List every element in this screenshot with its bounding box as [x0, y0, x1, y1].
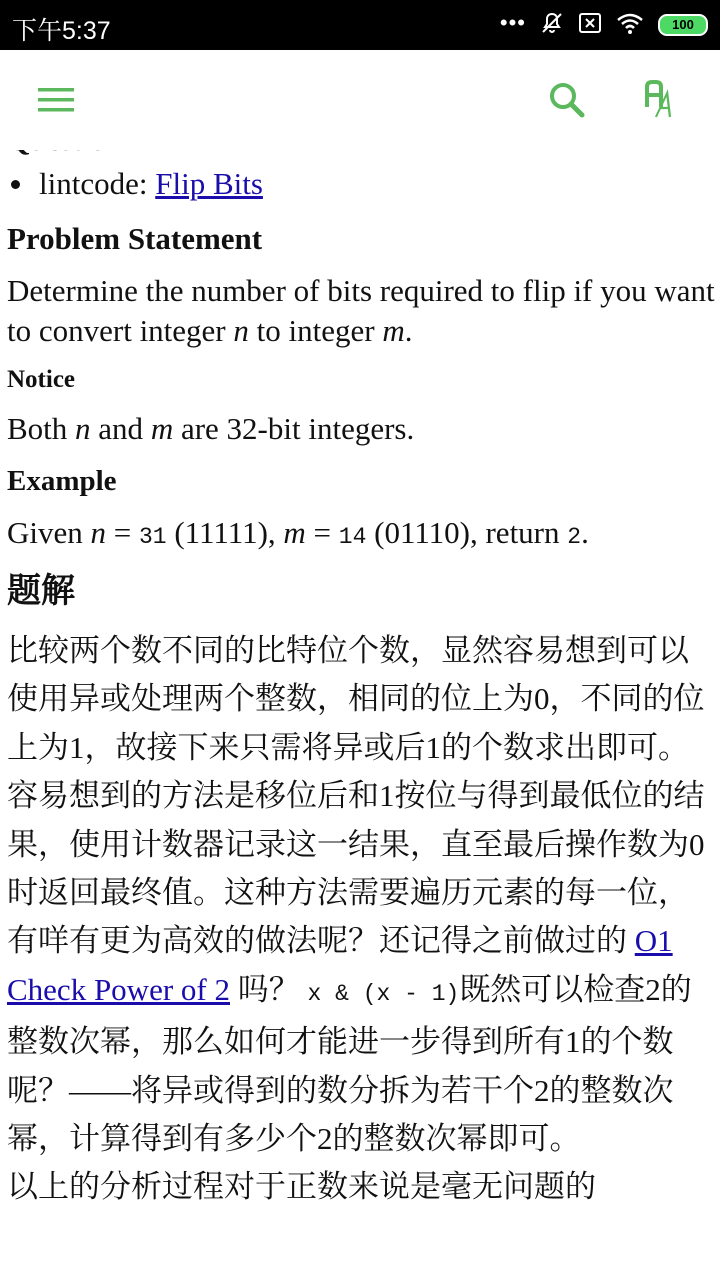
menu-button[interactable] — [28, 72, 84, 128]
example-text-1: Given — [7, 515, 91, 550]
status-bar — [0, 0, 720, 50]
app-toolbar — [0, 50, 720, 150]
next-paragraph: 以上的分析过程对于正数来说是毫无问题的 — [7, 1169, 596, 1205]
flip-bits-link[interactable]: Flip Bits — [155, 166, 263, 201]
example-text — [7, 513, 715, 557]
notice-heading: Notice — [7, 366, 76, 393]
wifi-icon — [616, 12, 644, 39]
font-size-button[interactable] — [636, 72, 692, 128]
more-dots-icon: ••• — [499, 10, 526, 35]
article-body — [7, 121, 715, 1211]
solution-text-2: 吗？ — [229, 971, 308, 1007]
notice-text-1: Both — [7, 411, 76, 446]
example-heading: Example — [7, 465, 117, 497]
notice-text-3: are 32-bit integers. — [173, 411, 415, 446]
var-m: m — [382, 313, 405, 348]
status-time: 下午5:37 — [12, 17, 111, 45]
solution-text-1: 比较两个数不同的比特位个数，显然容易想到可以使用异或处理两个整数，相同的位上为0，不同的位上为1，故接下来只需将异或后1的个数求出即可。容易想到的方法是移位后和1按位与得到最低位的结果，使用计数器记录这一结果，直至最后操作数为0时返回最终值。这种方法需要遍历元素的每一位，有咩有更为高效的做法呢？还记得之前做过的 — [7, 633, 705, 959]
search-button[interactable] — [539, 72, 595, 128]
statement-text-1: Determine the number of bits required to flip if you want to convert integer — [7, 273, 715, 348]
font-size-icon — [641, 77, 687, 123]
status-icons — [500, 12, 708, 38]
statement-text-3: . — [404, 313, 413, 348]
example-text-2: (11111), — [166, 515, 284, 550]
var-m: m — [283, 515, 306, 550]
code-value: 14 — [338, 524, 367, 550]
menu-icon — [36, 85, 76, 115]
problem-statement-text — [7, 271, 715, 351]
lintcode-prefix: lintcode: — [39, 166, 156, 201]
notice-text-2: and — [90, 411, 151, 446]
code-snippet: x & (x - 1) — [307, 980, 460, 1007]
problem-statement-heading: Problem Statement — [7, 221, 263, 256]
example-text-3: (01110), return — [366, 515, 568, 550]
example-text-4: . — [581, 515, 589, 550]
example-equals: = — [305, 515, 339, 550]
solution-heading: 题解 — [7, 571, 75, 611]
bullet-dot — [11, 180, 20, 189]
solution-text-3: 既然可以检查2的整数次幂，那么如何才能进一步得到所有1的个数呢？——将异或得到的数分拆为若干个2的整数次幂，计算得到有多少个2的整数次幂即可。 — [7, 971, 692, 1157]
var-m: m — [150, 411, 174, 446]
search-icon — [547, 80, 587, 120]
notice-text — [7, 409, 715, 449]
sim-off-icon — [578, 12, 602, 39]
var-n: n — [75, 411, 91, 446]
mute-icon — [540, 11, 564, 40]
example-equals: = — [106, 515, 139, 550]
question-list — [7, 161, 715, 207]
article-content — [0, 150, 720, 1280]
code-value: 31 — [139, 524, 167, 550]
code-value: 2 — [567, 524, 582, 550]
battery-icon: 100 — [658, 14, 708, 36]
solution-text — [7, 627, 715, 1163]
var-n: n — [233, 313, 249, 348]
statement-text-2: to integer — [248, 313, 383, 348]
check-power-of-2-link[interactable]: O1 Check Power of 2 — [7, 923, 673, 1007]
list-item — [7, 161, 715, 207]
var-n: n — [90, 515, 107, 550]
